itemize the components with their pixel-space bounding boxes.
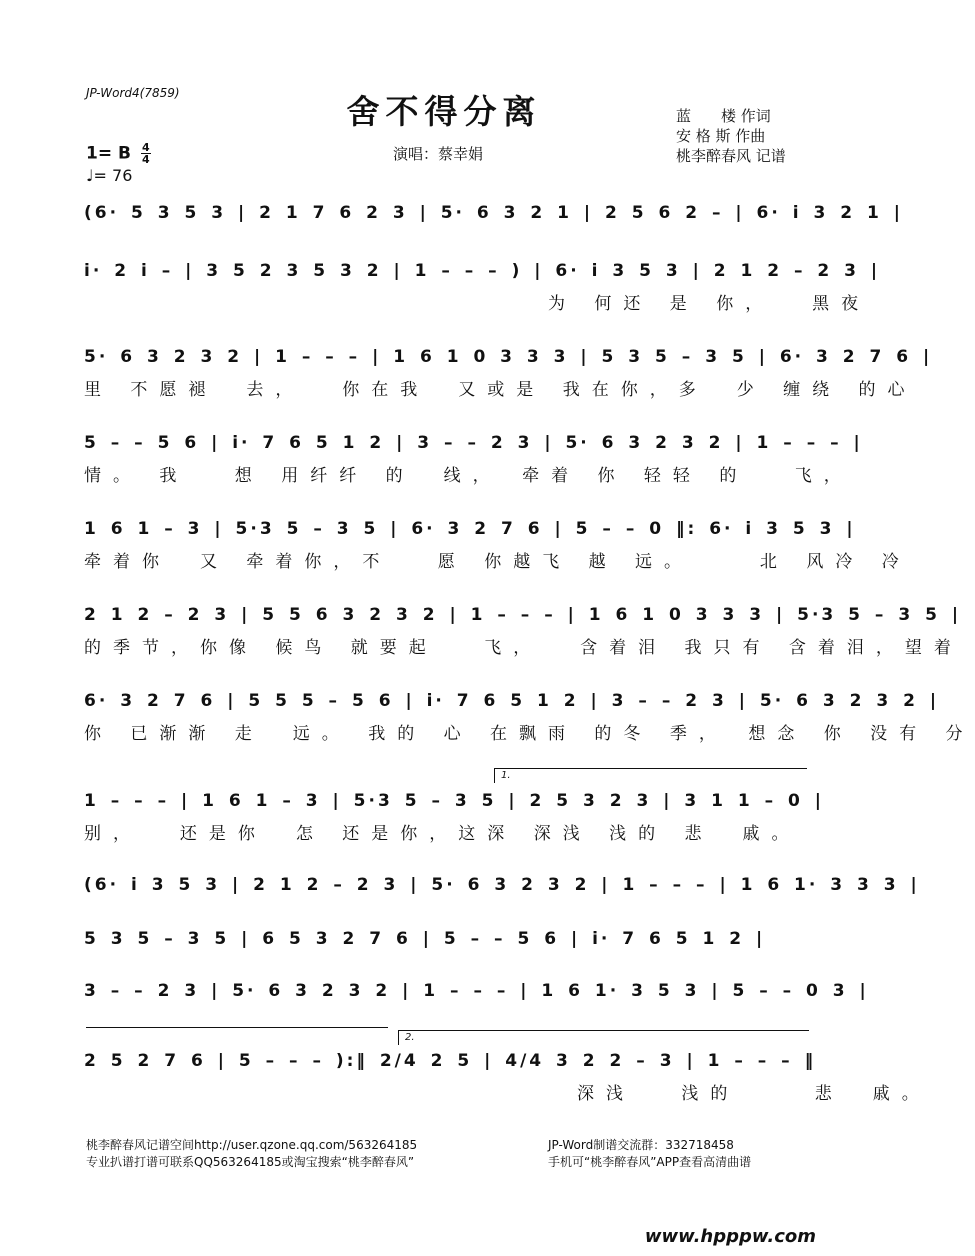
lyrics-line: 为 何还 是 你， 黑夜 xyxy=(84,294,871,314)
notes-line: 2 5 2 7 6 | 5 – – – ):‖ 2/4 2 5 | 4/4 3 2 2 – 3 | 1 – – – ‖ xyxy=(84,1051,817,1071)
footer-qzone-link[interactable]: 桃李醉春风记谱空间http://user.qzone.qq.com/563264185 xyxy=(86,1138,418,1152)
notes-line: 3 – – 2 3 | 5· 6 3 2 3 2 | 1 – – – | 1 6 1· 3 5 3 | 5 – – 0 3 | xyxy=(84,981,869,1001)
footer-right xyxy=(548,1137,751,1171)
version-label: JP-Word4(7859) xyxy=(86,86,180,100)
credits xyxy=(676,106,786,166)
lyrics-line: 里 不愿褪 去， 你在我 又或是 我在你，多 少 缠绕 的心 xyxy=(84,380,917,400)
composer-credit: 安 格 斯 作曲 xyxy=(676,127,766,145)
notes-line: 5· 6 3 2 3 2 | 1 – – – | 1 6 1 0 3 3 3 | 5 3 5 – 3 5 | 6· 3 2 7 6 | xyxy=(84,347,933,367)
site-watermark[interactable]: www.hpppw.com xyxy=(644,1226,816,1247)
time-signature xyxy=(141,142,151,165)
footer-left xyxy=(86,1137,417,1171)
notes-line: 5 – – 5 6 | i· 7 6 5 1 2 | 3 – – 2 3 | 5· 6 3 2 3 2 | 1 – – – | xyxy=(84,433,863,453)
lyrics-line: 情。 我 想 用纤纤 的 线， 牵着 你 轻轻 的 飞， xyxy=(84,466,853,486)
transcriber-credit: 桃李醉春风 记谱 xyxy=(676,147,786,165)
notes-line: (6· i 3 5 3 | 2 1 2 – 2 3 | 5· 6 3 2 3 2 | 1 – – – | 1 6 1· 3 3 3 | xyxy=(84,875,920,895)
notes-line: 1 6 1 – 3 | 5·3 5 – 3 5 | 6· 3 2 7 6 | 5 – – 0 ‖: 6· i 3 5 3 | xyxy=(84,519,856,539)
lyrics-line: 深浅 浅的 悲 戚。 xyxy=(84,1084,931,1104)
notes-line: i· 2 i – | 3 5 2 3 5 3 2 | 1 – – – ) | 6· i 3 5 3 | 2 1 2 – 2 3 | xyxy=(84,261,881,281)
key-signature xyxy=(86,142,151,165)
second-ending-label: 2. xyxy=(405,1032,415,1043)
lyrics-line: 牵着你 又 牵着你，不 愿 你越飞 越 远。 北 风冷 冷 xyxy=(84,552,911,572)
time-top: 4 xyxy=(142,141,150,154)
singer-credit: 演唱：蔡幸娟 xyxy=(393,145,484,163)
notes-line: 6· 3 2 7 6 | 5 5 5 – 5 6 | i· 7 6 5 1 2 | 3 – – 2 3 | 5· 6 3 2 3 2 | xyxy=(84,691,940,711)
second-ending-bracket xyxy=(398,1030,809,1045)
footer-contact: 专业扒谱打谱可联系QQ563264185或淘宝搜索“桃李醉春风” xyxy=(86,1155,415,1169)
footer-app: 手机可“桃李醉春风”APP查看高清曲谱 xyxy=(548,1155,752,1169)
footer-group: JP-Word制谱交流群：332718458 xyxy=(548,1138,734,1152)
lyrics-line: 别， 还是你 怎 还是你，这深 深浅 浅的 悲 戚。 xyxy=(84,824,801,844)
lyricist-credit: 蓝 楼 作词 xyxy=(676,107,771,125)
first-ending-continuation xyxy=(86,1027,388,1028)
notes-line: 5 3 5 – 3 5 | 6 5 3 2 7 6 | 5 – – 5 6 | i· 7 6 5 1 2 | xyxy=(84,929,766,949)
notes-line: (6· 5 3 5 3 | 2 1 7 6 2 3 | 5· 6 3 2 1 | 2 5 6 2 – | 6· i 3 2 1 | xyxy=(84,203,903,223)
notes-line: 2 1 2 – 2 3 | 5 5 6 3 2 3 2 | 1 – – – | 1 6 1 0 3 3 3 | 5·3 5 – 3 5 | xyxy=(84,605,962,625)
first-ending-label: 1. xyxy=(501,770,511,781)
lyrics-line: 的季节，你像 候鸟 就要起 飞， 含着泪 我只有 含着泪，望着 xyxy=(84,638,963,658)
first-ending-bracket xyxy=(494,768,807,783)
lyrics-line: 你 已渐渐 走 远。 我的 心 在飘雨 的冬 季， 想念 你 没有 分 xyxy=(84,724,975,744)
tempo-marking: ♩= 76 xyxy=(86,166,133,185)
key-label: 1= B xyxy=(86,143,131,164)
time-bottom: 4 xyxy=(142,153,150,166)
notes-line: 1 – – – | 1 6 1 – 3 | 5·3 5 – 3 5 | 2 5 3 2 3 | 3 1 1 – 0 | xyxy=(84,791,824,811)
song-title: 舍不得分离 xyxy=(346,92,542,131)
